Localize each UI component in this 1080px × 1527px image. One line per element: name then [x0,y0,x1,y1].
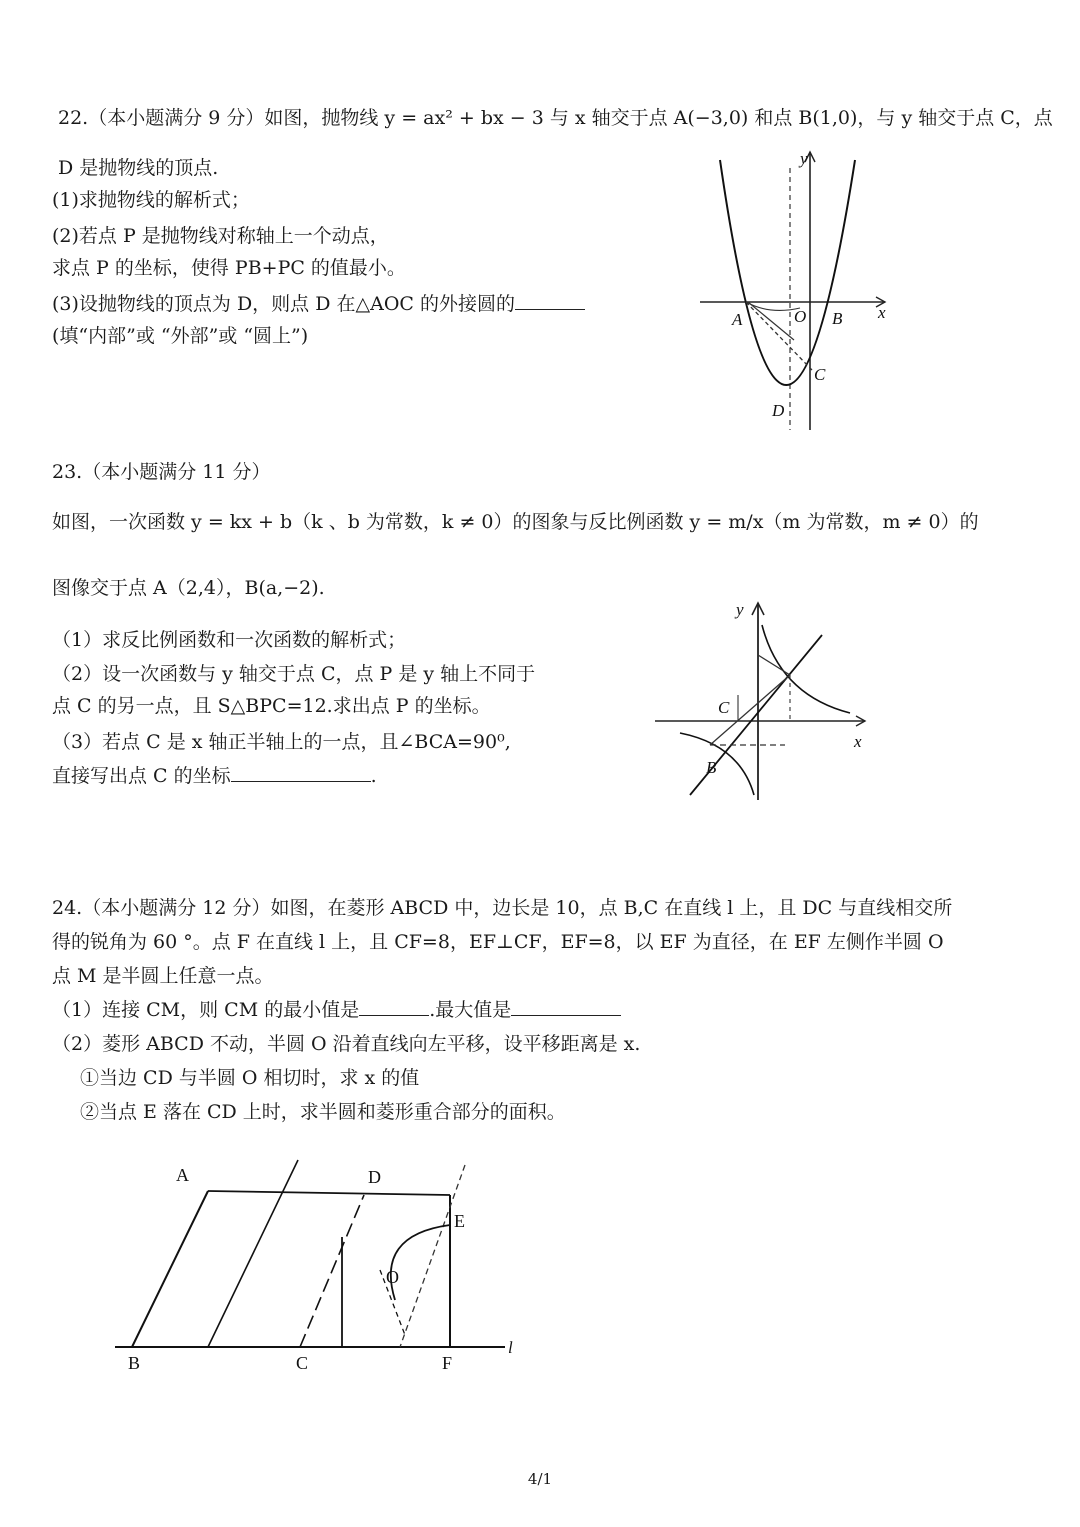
q23-part-3: （3）若点 C 是 x 轴正半轴上的一点，且∠BCA=90⁰, [52,731,511,753]
q23-answer-blank [231,781,371,782]
q23-part-3-cont: 直接写出点 C 的坐标 . [52,765,377,787]
q23-hyperbola-upper [762,625,850,713]
q23-label-b: B [706,758,717,777]
q22-heading: 22.（本小题满分 9 分）如图，抛物线 y = ax² + bx − 3 与 x 轴交于点 A(−3,0) 和点 B(1,0)，与 y 轴交于点 C，点 [58,107,1053,129]
q22-label-o: O [794,307,807,326]
q24-part-2-a: ①当边 CD 与半圆 O 相切时，求 x 的值 [80,1067,420,1089]
q22-part-3-text: (3)设抛物线的顶点为 D，则点 D 在△AOC 的外接圆的 [52,293,515,315]
q24-label-c: C [296,1353,309,1373]
q23-label-y: y [736,600,744,619]
q22-parabola-figure [690,140,900,440]
q22-label-x: x [878,303,886,322]
q24-label-a: A [176,1165,189,1185]
q23-function-figure [650,595,880,805]
q22-part-3 [52,292,585,316]
q22-part-2-cont: 求点 P 的坐标，使得 PB+PC 的值最小。 [52,257,406,279]
q24-part-2-b: ②当点 E 落在 CD 上时，求半圆和菱形重合部分的面积。 [80,1101,566,1123]
q24-rhombus-figure [110,1155,530,1385]
q22-parabola [720,160,855,385]
q24-part-1-text: （1）连接 CM，则 CM 的最小值是 [52,999,360,1021]
q24-label-o: O [386,1267,399,1287]
q22-arc [746,302,800,310]
q22-answer-blank [515,309,585,310]
q24-label-d: D [368,1167,381,1187]
q24-label-e: E [454,1211,465,1231]
q24-part-1 [52,998,621,1022]
q22-label-b: B [832,309,843,328]
q24-label-b: B [128,1353,141,1373]
q23-part-2-cont: 点 C 的另一点，且 S△BPC=12.求出点 P 的坐标。 [52,695,491,717]
q24-side-ad [208,1191,450,1195]
q24-part-1-max: .最大值是 [429,999,512,1021]
q22-label-a: A [732,310,743,329]
q23-heading: 23.（本小题满分 11 分） [52,461,271,483]
q23-part-2: （2）设一次函数与 y 轴交于点 C，点 P 是 y 轴上不同于 [52,663,536,685]
q24-max-blank [511,1015,621,1016]
q23-part-3-text: 直接写出点 C 的坐标 [52,765,231,787]
q24-label-l: l [508,1338,513,1357]
q23-hyperbola-lower [680,733,754,795]
q24-inner-line [208,1160,298,1347]
q24-label-f: F [442,1353,453,1373]
q23-helper-1 [758,655,790,675]
q24-part-2: （2）菱形 ABCD 不动，半圆 O 沿着直线向左平移，设平移距离是 x. [52,1033,641,1055]
q22-part-1: (1)求抛物线的解析式； [52,189,250,211]
q23-label-x: x [854,732,862,751]
q23-label-c: C [718,698,730,717]
q24-line-3: 点 M 是半圆上任意一点。 [52,965,274,987]
q23-line-2: 如图，一次函数 y = kx + b（k 、b 为常数，k ≠ 0）的图象与反比例函数 y = m/x（m 为常数，m ≠ 0）的 [52,511,979,533]
q24-heading: 24.（本小题满分 12 分）如图，在菱形 ABCD 中，边长是 10，点 B,C 在直线 l 上，且 DC 与直线相交所 [52,897,953,919]
q24-side-ab [132,1191,208,1347]
q22-line-2: D 是抛物线的顶点. [58,157,219,179]
q22-label-d: D [772,401,785,420]
q22-label-c: C [814,365,826,384]
q24-min-blank [359,1015,429,1016]
page-number: 4/1 [527,1470,553,1488]
q22-part-2: (2)若点 P 是抛物线对称轴上一个动点， [52,225,389,247]
q22-label-y: y [800,149,808,168]
q24-side-cd [300,1195,364,1347]
q24-dashed-line [400,1165,465,1347]
q22-part-3-hint: (填“内部”或 “外部”或 “圆上”) [52,325,309,347]
q23-part-1: （1）求反比例函数和一次函数的解析式； [52,629,407,651]
q24-line-2: 得的锐角为 60 °。点 F 在直线 l 上，且 CF=8，EF⊥CF，EF=8，以 EF 为直径，在 EF 左侧作半圆 O [52,931,944,953]
q23-line-3: 图像交于点 A（2,4），B(a,−2). [52,577,325,599]
